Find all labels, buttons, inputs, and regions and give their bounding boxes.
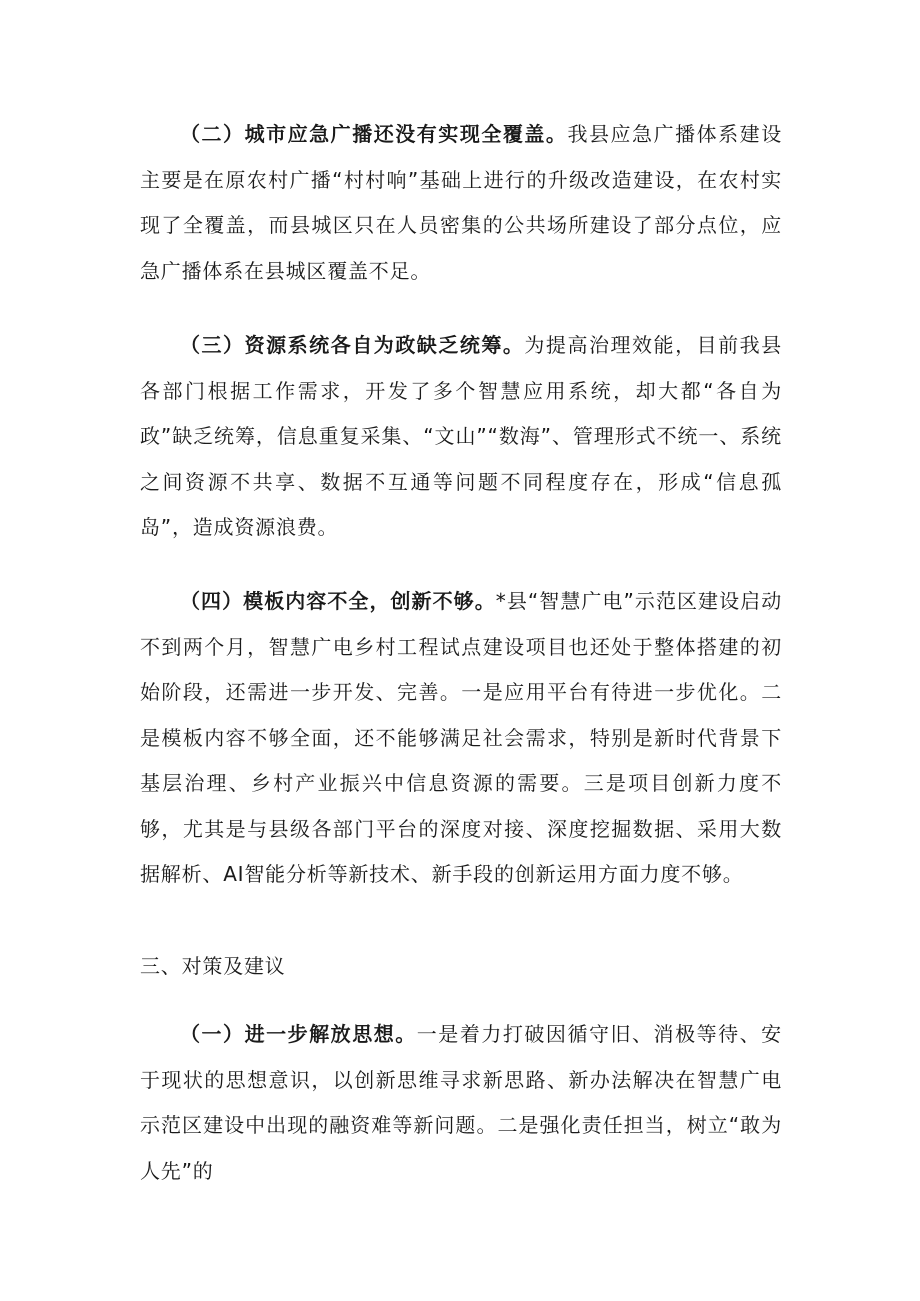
- paragraph-liberate-thinking: [140, 1012, 782, 1194]
- paragraph-body: *县“智慧广电”示范区建设启动不到两个月，智慧广电乡村工程试点建设项目也还处于整体搭建的初始阶段，还需进一步开发、完善。一是应用平台有待进一步优化。二是模板内容不够全面，还不能够满足社会需求，特别是新时代背景下基层治理、乡村产业振兴中信息资源的需要。三是项目创新力度不够，尤其是与县级各部门平台的深度对接、深度挖掘数据、采用大数据解析、AI智能分析等新技术、新手段的创新运用方面力度不够。: [140, 589, 782, 886]
- paragraph-urban-emergency-broadcast: [140, 112, 782, 294]
- paragraph-lead: （一）进一步解放思想。: [180, 1022, 417, 1046]
- paragraph-body: 一是着力打破因循守旧、消极等待、安于现状的思想意识，以创新思维寻求新思路、新办法解决在智慧广电示范区建设中出现的融资难等新问题。二是强化责任担当，树立“敢为人先”的: [140, 1022, 782, 1183]
- paragraph-template-content: [140, 579, 782, 898]
- paragraph-lead: （二）城市应急广播还没有实现全覆盖。: [180, 122, 568, 146]
- paragraph-lead: （四）模板内容不全，创新不够。: [180, 589, 496, 613]
- paragraph-resource-systems: [140, 323, 782, 551]
- paragraph-body: 我县应急广播体系建设主要是在原农村广播“村村响”基础上进行的升级改造建设，在农村实现了全覆盖，而县城区只在人员密集的公共场所建设了部分点位，应急广播体系在县城区覆盖不足。: [140, 122, 782, 283]
- section-heading: 三、对策及建议: [140, 954, 286, 978]
- paragraph-lead: （三）资源系统各自为政缺乏统筹。: [180, 333, 525, 357]
- paragraph-body: 为提高治理效能，目前我县各部门根据工作需求，开发了多个智慧应用系统，却大都“各自为政”缺乏统筹，信息重复采集、“文山”“数海”、管理形式不统一、系统之间资源不共享、数据不互通等问题不同程度存在，形成“信息孤岛”，造成资源浪费。: [140, 333, 782, 539]
